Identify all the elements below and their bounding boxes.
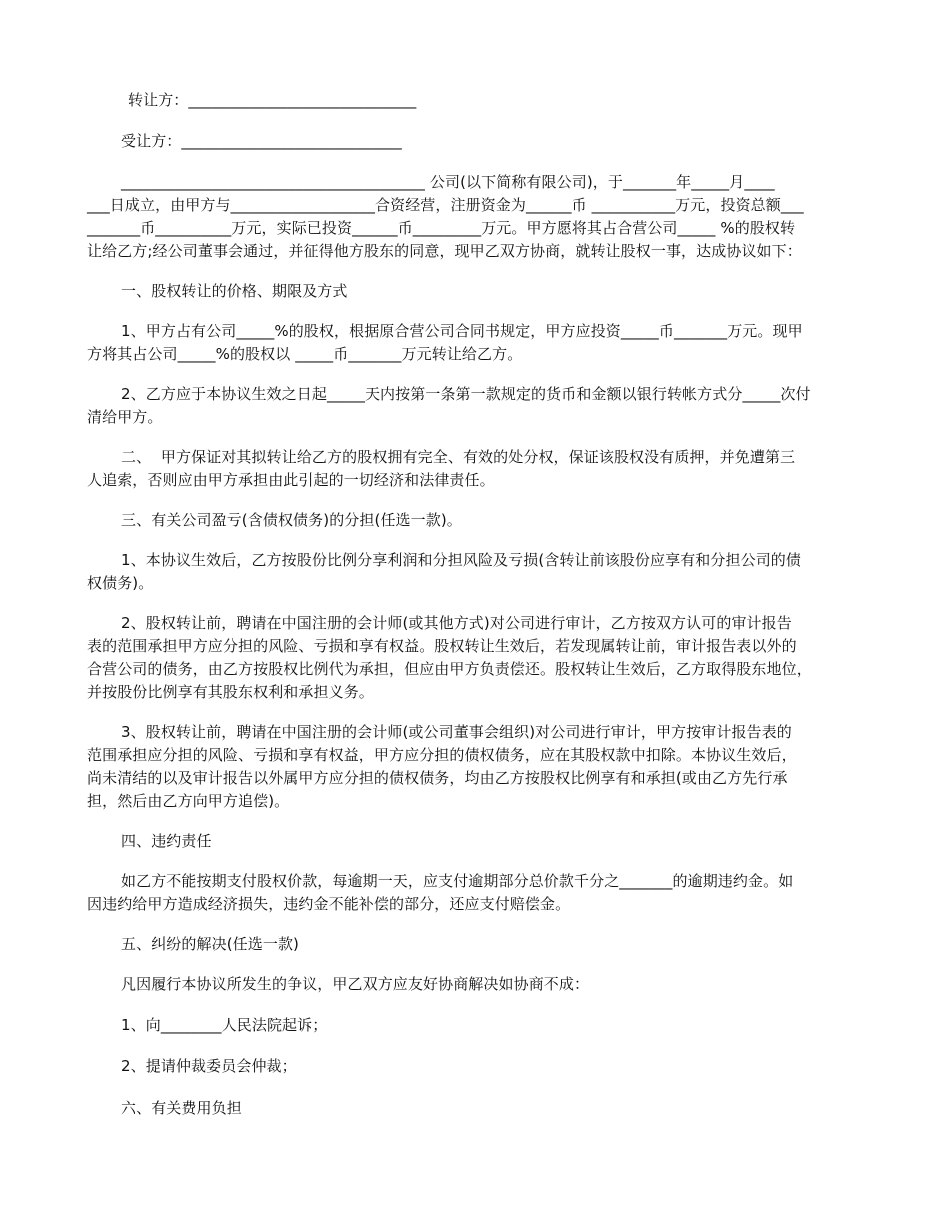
s3-p3-line-4: 担，然后由乙方向甲方追偿)。 bbox=[87, 792, 290, 810]
section-6-title: 六、有关费用负担 bbox=[121, 1099, 242, 1117]
section-4-title: 四、违约责任 bbox=[121, 832, 212, 850]
s3-p1-line-2: 权债务)。 bbox=[87, 574, 154, 592]
s2-line-2: 人追索，否则应由甲方承担由此引起的一切经济和法律责任。 bbox=[87, 471, 495, 489]
s4-line-2: 因违约给甲方造成经济损失，违约金不能补偿的部分，还应支付赔偿金。 bbox=[87, 895, 571, 913]
s3-p3-line-2: 范围承担应分担的风险、亏损和享有权益，甲方应分担的债权债务，应在其股权款中扣除。本协议生效后， bbox=[87, 746, 797, 764]
s5-option-1: 1、向________人民法院起诉； bbox=[121, 1016, 328, 1034]
transferee-line: 受让方：_____________________________ bbox=[121, 132, 402, 150]
s3-p2-line-3: 合营公司的债务，由乙方按股权比例代为承担，但应由甲方负责偿还。股权转让生效后，乙方取得股东地位， bbox=[87, 660, 812, 678]
s1-p1-line-2: 方将其占公司_____%的股权以 _____币_______万元转让给乙方。 bbox=[87, 345, 523, 363]
s1-p1-line-1: 1、甲方占有公司_____%的股权，根据原合营公司合同书规定，甲方应投资_____币_______万元。现甲 bbox=[121, 322, 803, 340]
intro-line-3: _______币__________万元，实际已投资______币_________万元。甲方愿将其占合营公司_____ %的股权转 bbox=[87, 219, 796, 237]
s1-p2-line-1: 2、乙方应于本协议生效之日起_____天内按第一条第一款规定的货币和金额以银行转帐方式分_____次付 bbox=[121, 385, 811, 403]
s3-p2-line-2: 表的范围承担甲方应分担的风险、亏损和享有权益。股权转让生效后，若发现属转让前，审计报告表以外的 bbox=[87, 637, 797, 655]
section-3-title: 三、有关公司盈亏(含债权债务)的分担(任选一款)。 bbox=[121, 511, 462, 529]
s3-p3-line-1: 3、股权转让前，聘请在中国注册的会计师(或公司董事会组织)对公司进行审计，甲方按审计报告表的 bbox=[121, 723, 792, 741]
intro-line-4: 让给乙方;经公司董事会通过，并征得他方股东的同意，现甲乙双方协商，就转让股权一事，达成协议如下： bbox=[87, 242, 802, 260]
transferor-line: 转让方：______________________________ bbox=[128, 91, 417, 109]
intro-line-1: ________________________________________ 公司(以下简称有限公司)，于_______年_____月____ bbox=[121, 173, 775, 191]
intro-line-2: ___日成立，由甲方与___________________合资经营，注册资金为______币 ___________万元，投资总额___ bbox=[87, 196, 804, 214]
section-1-title: 一、股权转让的价格、期限及方式 bbox=[121, 282, 348, 300]
s3-p2-line-4: 并按股份比例享有其股东权利和承担义务。 bbox=[87, 683, 374, 701]
s5-paragraph: 凡因履行本协议所发生的争议，甲乙双方应友好协商解决如协商不成： bbox=[121, 975, 590, 993]
s3-p2-line-1: 2、股权转让前，聘请在中国注册的会计师(或其他方式)对公司进行审计，乙方按双方认可的审计报告 bbox=[121, 614, 792, 632]
s4-line-1: 如乙方不能按期支付股权价款，每逾期一天，应支付逾期部分总价款千分之_______的逾期违约金。如 bbox=[121, 872, 794, 890]
s5-option-2: 2、提请仲裁委员会仲裁； bbox=[121, 1057, 297, 1075]
s3-p3-line-3: 尚未清结的以及审计报告以外属甲方应分担的债权债务，均由乙方按股权比例享有和承担(或由乙方先行承 bbox=[87, 769, 788, 787]
s2-line-1: 二、 甲方保证对其拟转让给乙方的股权拥有完全、有效的处分权，保证该股权没有质押，并免遭第三 bbox=[121, 448, 796, 466]
s1-p2-line-2: 清给甲方。 bbox=[87, 408, 163, 426]
section-5-title: 五、纠纷的解决(任选一款) bbox=[121, 935, 300, 953]
s3-p1-line-1: 1、本协议生效后，乙方按股份比例分享利润和分担风险及亏损(含转让前该股份应享有和分担公司的债 bbox=[121, 551, 801, 569]
